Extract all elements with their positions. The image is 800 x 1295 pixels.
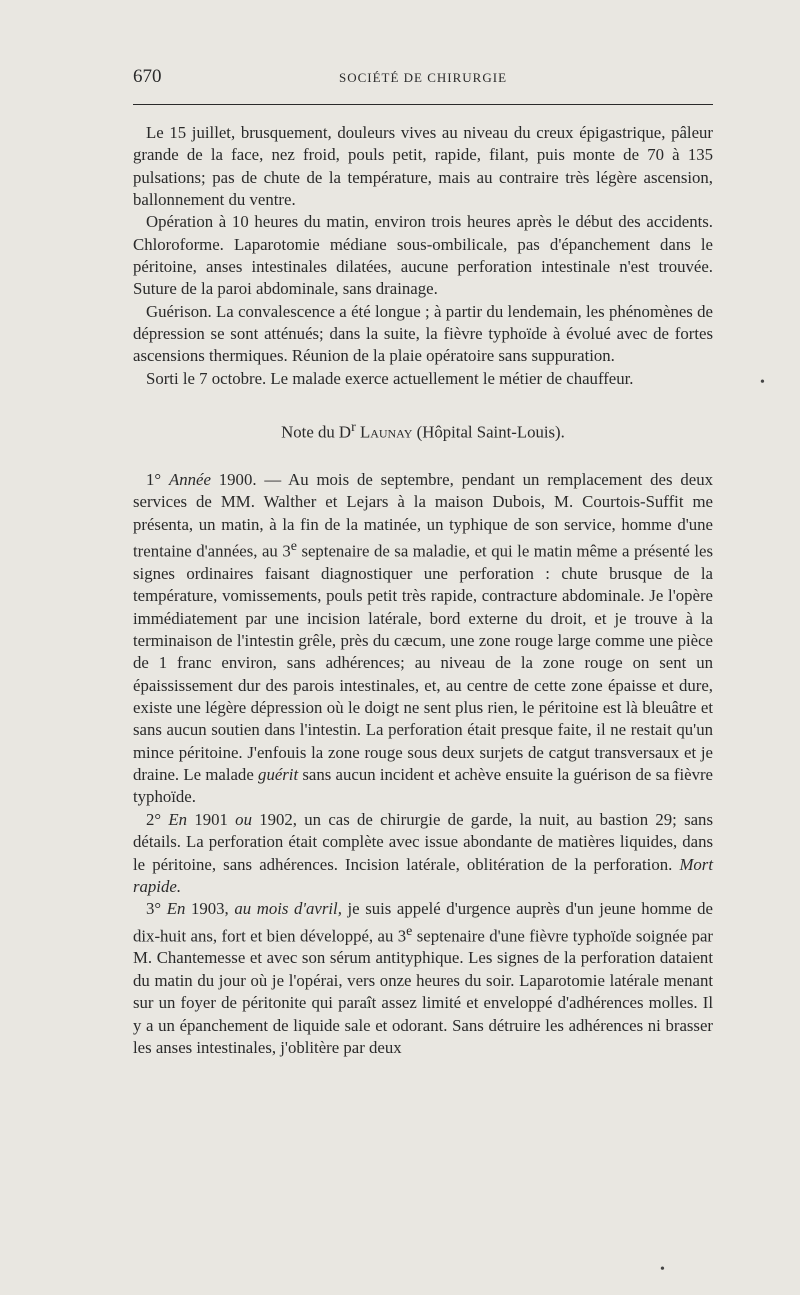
- running-title: SOCIÉTÉ DE CHIRURGIE: [338, 70, 508, 85]
- margin-mark: •: [760, 375, 765, 390]
- body-text: [133, 122, 713, 1059]
- author-name: Launay: [359, 422, 413, 442]
- page-header: [133, 66, 713, 96]
- case-paragraph-1: 1° Année 1900. — Au mois de septembre, pendant un remplacement des deux services de MM. Walther et Lejars à la maison Dubois, M. Courtois-Suffit me présenta, un matin, à la fin de la matinée, un typhique de son service, homme d'une trentaine d'années, au 3e septenaire de sa maladie, et qui le matin même a présenté les signes ordinaires faisant diagnostiquer une perforation : chute brusque de la température, vomissements, pouls petit très rapide, contracture abdominale. Je l'opère immédiatement par une incision latérale, bord externe du droit, et je trouve à la terminaison de l'intestin grêle, près du cæcum, une zone rouge large comme une pièce de 1 franc environ, sans adhérences; au niveau de la zone rouge on sent un épaississement dur des parois intestinales, et, au centre de cette zone épaisse et dure, existe une légère dépression où le doigt ne sent plus rien, le péritoine est là bleuâtre et sans aucun soutien dans l'intestin. La perforation était presque faite, il ne restait qu'un mince péritoine. J'enfouis la zone rouge sous deux surjets de catgut transversaux et je draine. Le malade guérit sans aucun incident et achève ensuite la guérison de sa fièvre typhoïde.: [133, 470, 713, 807]
- case-paragraph-3: 3° En 1903, au mois d'avril, je suis appelé d'urgence auprès d'un jeune homme de dix-huit ans, fort et bien développé, au 3e septenaire d'une fièvre typhoïde soignée par M. Chantemesse et avec son sérum antityphique. Les signes de la perforation dataient du matin du jour où je l'opérai, vers onze heures du soir. Laparotomie latérale menant sur un foyer de péritonite qui paraît assez limité et enveloppé d'adhérences molles. Il y a un épanchement de liquide sale et odorant. Sans détruire les adhérences ni brasser les anses intestinales, j'oblitère par deux: [133, 899, 714, 1057]
- note-heading: Note du $D^r$ Launay (Hôpital Saint-Louis).: [281, 420, 565, 442]
- paragraph: Guérison. La convalescence a été longue ; à partir du lendemain, les phénomènes de dépression se sont atténués; dans la suite, la fièvre typhoïde à évolué avec de fortes ascensions thermiques. Réunion de la plaie opératoire sans suppuration.: [133, 301, 713, 366]
- case-paragraph-2: 2° En 1901 ou 1902, un cas de chirurgie de garde, la nuit, au bastion 29; sans détails. La perforation était complète avec issue abondante de matières liquides, dans le péritoine, sans adhérences. Incision latérale, oblitération de la perforation. Mort rapide.: [133, 809, 713, 896]
- paragraph: Opération à 10 heures du matin, environ trois heures après le début des accidents. Chloroforme. Laparotomie médiane sous-ombilicale, pas d'épanchement dans le péritoine, anses intestinales dilatées, aucune perforation intestinale n'est trouvée. Suture de la paroi abdominale, sans drainage.: [133, 212, 713, 299]
- bottom-mark: •: [660, 1262, 665, 1277]
- page-number: 670: [133, 66, 162, 87]
- paragraph: Sorti le 7 octobre. Le malade exerce actuellement le métier de chauffeur.: [146, 368, 634, 388]
- header-rule: [133, 104, 713, 105]
- paragraph: Le 15 juillet, brusquement, douleurs vives au niveau du creux épigastrique, pâleur grande de la face, nez froid, pouls petit, rapide, filant, puis monte de 70 à 135 pulsations; pas de chute de la température, mais au contraire très légère ascension, ballonnement du ventre.: [133, 123, 713, 210]
